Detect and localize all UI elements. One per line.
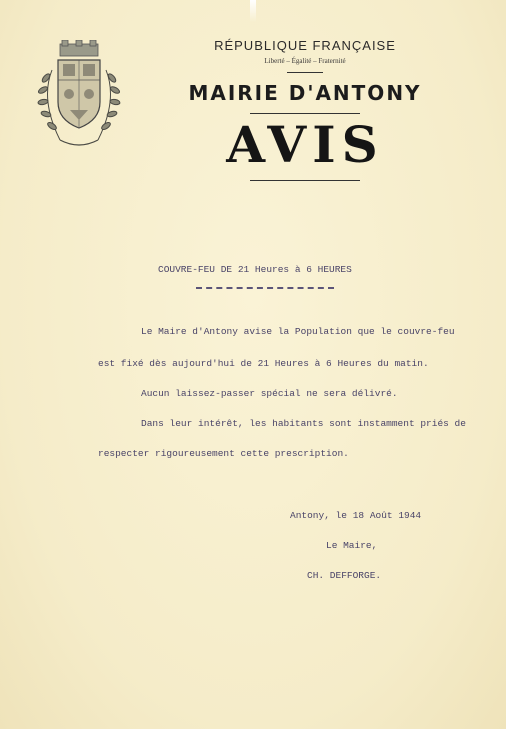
body-line: est fixé dès aujourd'hui de 21 Heures à 6 Heures du matin.: [98, 358, 429, 369]
national-motto: Liberté – Égalité – Fraternité: [264, 57, 346, 65]
signatory-role: Le Maire,: [326, 540, 378, 551]
body-line: Dans leur intérêt, les habitants sont instamment priés de: [141, 418, 466, 429]
town-hall-title: MAIRIE D'ANTONY: [188, 81, 422, 105]
body-line: Le Maire d'Antony avise la Population que le couvre-feu: [141, 326, 455, 337]
place-and-date: Antony, le 18 Août 1944: [290, 510, 422, 521]
coat-of-arms-icon: [30, 40, 128, 152]
notice-title: AVIS: [226, 115, 384, 174]
paper-mark: [250, 0, 256, 22]
divider: [287, 72, 323, 73]
republic-heading: RÉPUBLIQUE FRANÇAISE: [214, 38, 396, 53]
subject-underline: [196, 287, 334, 289]
notice-subject: COUVRE-FEU DE 21 Heures à 6 HEURES: [158, 264, 352, 275]
divider: [250, 180, 360, 181]
letterhead: [150, 38, 460, 181]
divider: [250, 113, 360, 114]
signatory-name: CH. DEFFORGE.: [307, 570, 382, 581]
body-line: respecter rigoureusement cette prescription.: [98, 448, 349, 459]
body-line: Aucun laissez-passer spécial ne sera délivré.: [141, 388, 398, 399]
